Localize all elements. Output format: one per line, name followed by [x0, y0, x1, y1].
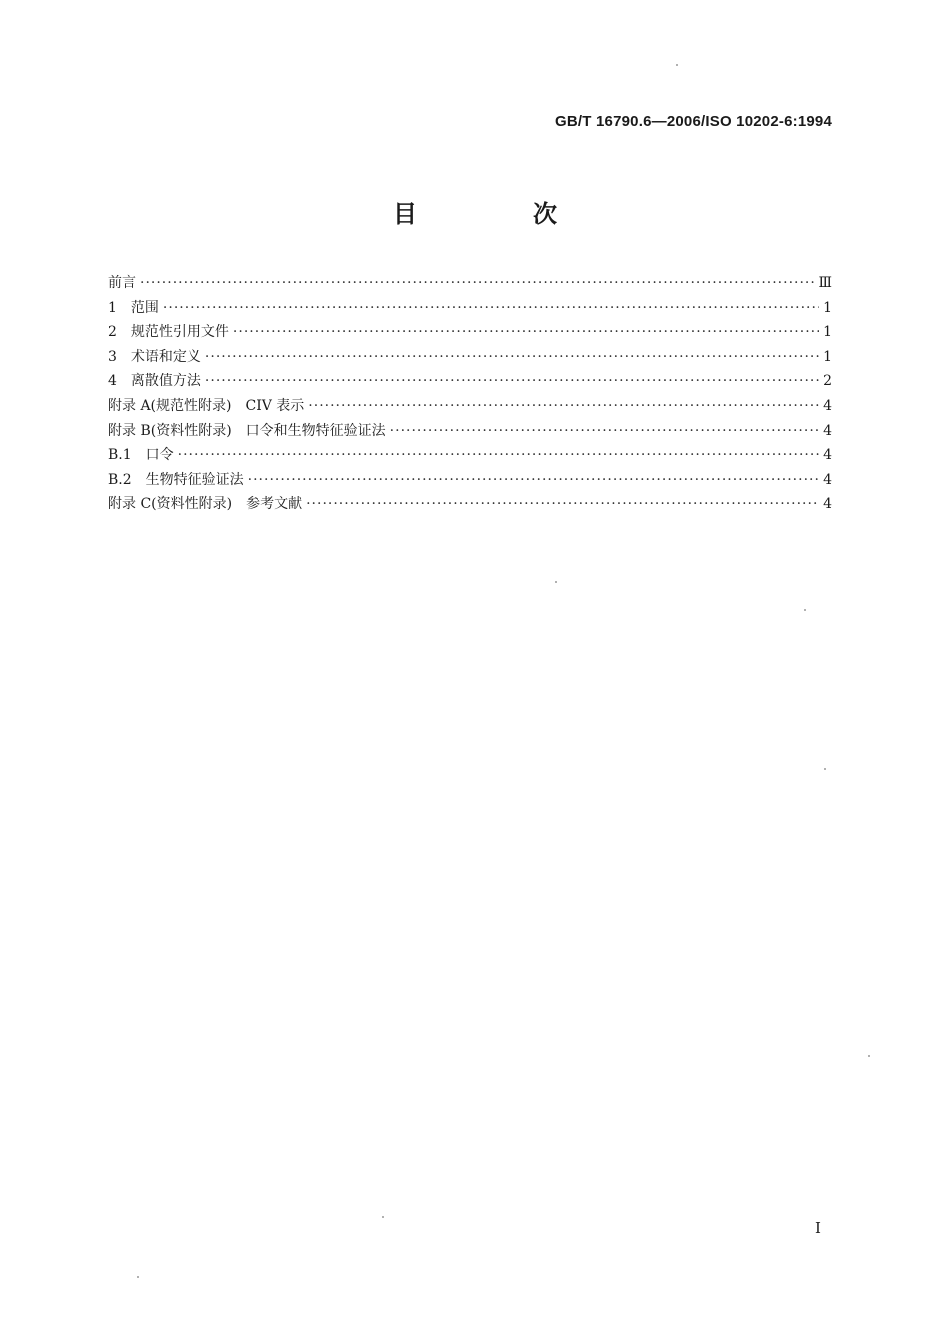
toc-row[interactable] [108, 419, 832, 444]
toc-page: 4 [823, 447, 832, 464]
scan-speck [676, 64, 678, 66]
page-number: I [815, 1219, 821, 1237]
toc-leader [390, 419, 819, 444]
toc-leader [308, 394, 819, 419]
toc-page: 1 [823, 299, 832, 316]
scan-speck [382, 1216, 384, 1218]
scan-speck [824, 768, 826, 770]
scan-speck [804, 609, 806, 611]
toc-label: 前言 [108, 275, 136, 291]
toc-label: B.2 生物特征验证法 [108, 471, 244, 488]
scan-speck [868, 1055, 870, 1057]
toc-page: 4 [823, 471, 832, 488]
toc-leader [205, 345, 819, 370]
standard-code: GB/T 16790.6—2006/ISO 10202-6:1994 [555, 113, 832, 130]
toc-label: 1 范围 [108, 299, 159, 316]
toc-leader [140, 271, 814, 296]
toc-label: 附录 B(资料性附录) 口令和生物特征验证法 [108, 422, 386, 439]
toc-label: 2 规范性引用文件 [108, 324, 229, 341]
toc-leader [233, 320, 819, 345]
toc-label: 4 离散值方法 [108, 373, 201, 390]
scan-speck [555, 581, 557, 583]
toc-leader [306, 492, 819, 517]
toc-row[interactable] [108, 320, 832, 345]
table-of-contents [108, 271, 832, 517]
toc-page: Ⅲ [818, 275, 832, 291]
toc-row[interactable] [108, 468, 832, 493]
toc-row[interactable] [108, 394, 832, 419]
toc-title: 目 次 [393, 200, 603, 228]
toc-page: 1 [823, 324, 832, 341]
toc-leader [248, 468, 819, 493]
toc-leader [205, 369, 819, 394]
toc-page: 4 [823, 397, 832, 414]
toc-row[interactable] [108, 345, 832, 370]
toc-leader [178, 443, 819, 468]
toc-page: 1 [823, 348, 832, 365]
toc-leader [163, 296, 819, 321]
toc-page: 2 [823, 373, 832, 390]
toc-label: 3 术语和定义 [108, 348, 201, 365]
toc-row[interactable] [108, 492, 832, 517]
toc-label: 附录 A(规范性附录) CIV 表示 [108, 397, 305, 414]
toc-row[interactable] [108, 271, 832, 296]
toc-row[interactable] [108, 443, 832, 468]
scan-speck [137, 1276, 139, 1278]
toc-row[interactable] [108, 296, 832, 321]
toc-page: 4 [823, 496, 832, 513]
toc-label: B.1 口令 [108, 447, 174, 464]
toc-row[interactable] [108, 369, 832, 394]
toc-page: 4 [823, 422, 832, 439]
toc-label: 附录 C(资料性附录) 参考文献 [108, 496, 303, 513]
